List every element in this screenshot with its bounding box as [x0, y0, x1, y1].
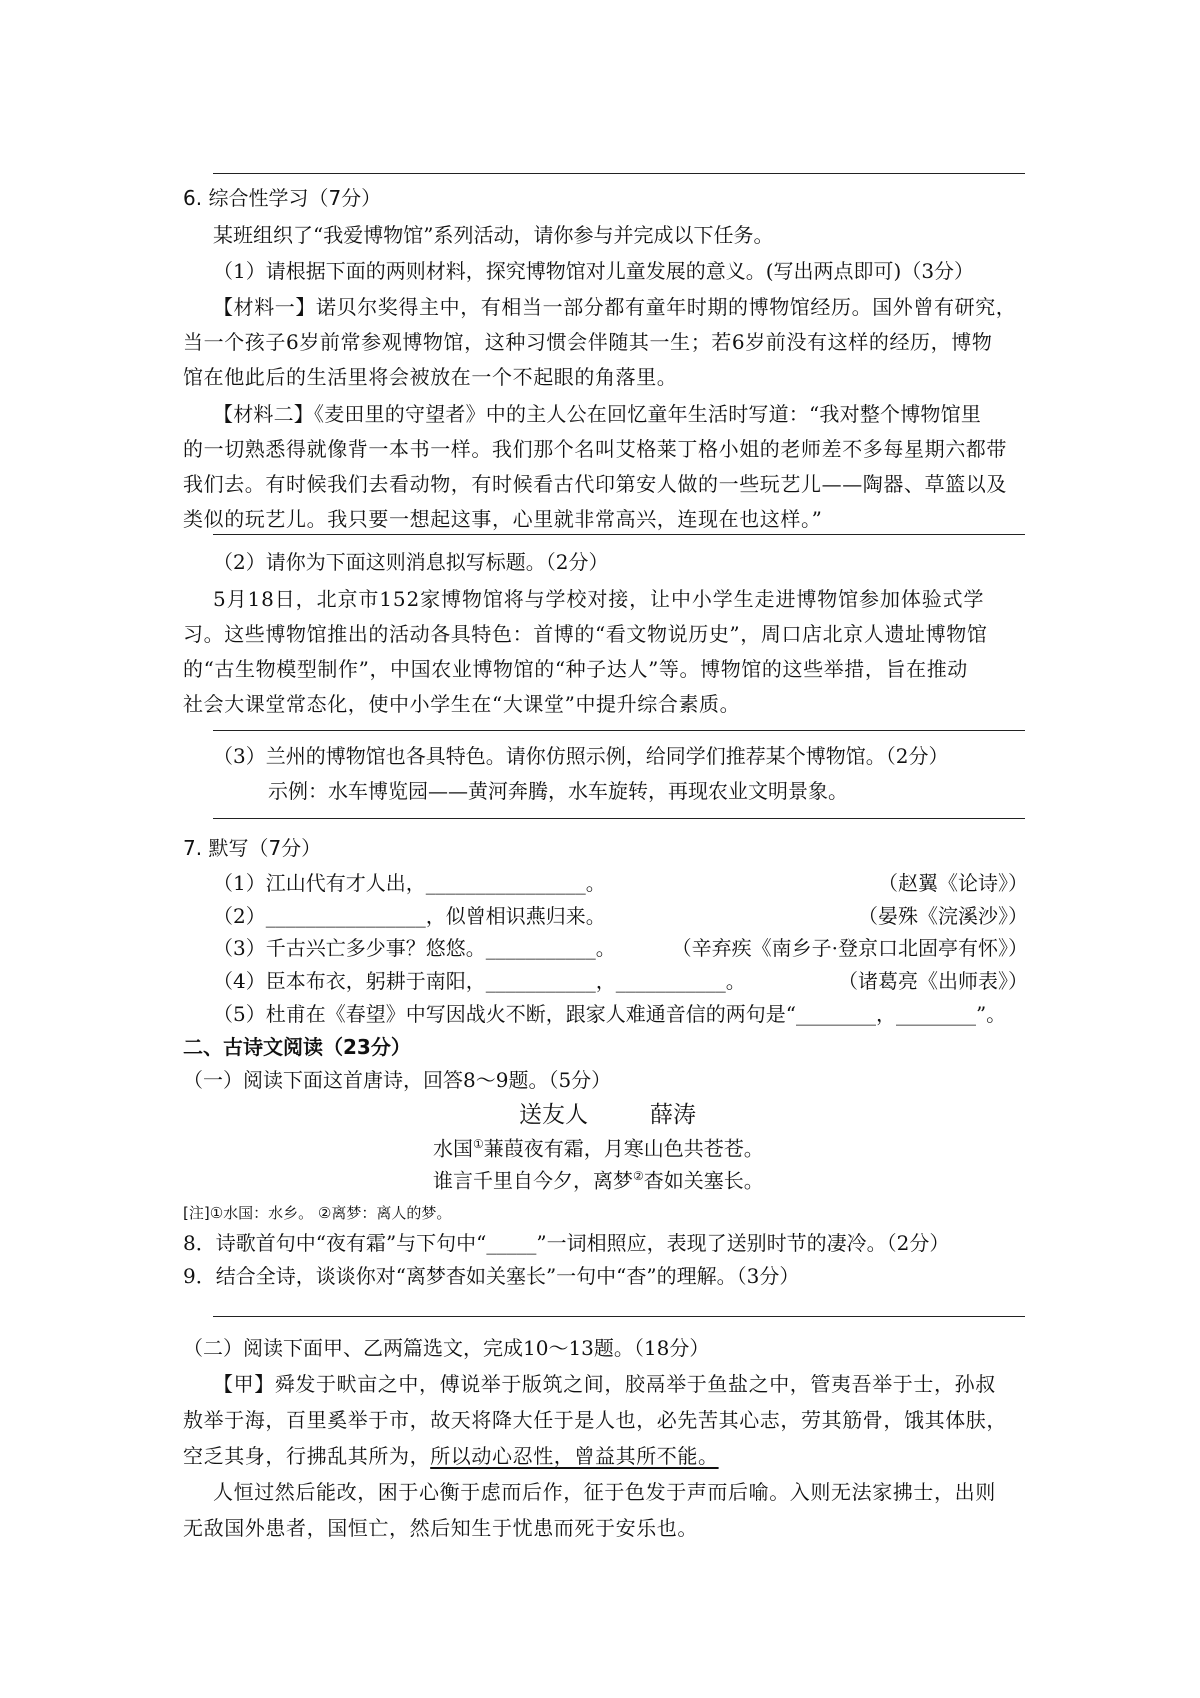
jia-line3-a: 空乏其身，行拂乱其所为，	[183, 1444, 431, 1468]
q6-title: 6. 综合性学习（7分）	[183, 186, 382, 210]
q7-item-text: （2）________________，似曾相识燕归来。	[213, 904, 606, 928]
q7-item-text: （5）杜甫在《春望》中写因战火不断，跟家人难通音信的两句是“________，________”。	[213, 1002, 1007, 1026]
q7-item-2	[213, 906, 1028, 930]
q7-item-1	[213, 873, 1028, 897]
poem-author: 薛涛	[650, 1102, 696, 1128]
q9-text: 9．结合全诗，谈谈你对“离梦杳如关塞长”一句中“杳”的理解。（3分）	[183, 1264, 800, 1288]
news-line3: 的“古生物模型制作”，中国农业博物馆的“种子达人”等。博物馆的这些举措，旨在推动	[183, 657, 968, 681]
q8-text: 8．诗歌首句中“夜有霜”与下句中“_____”一词相照应，表现了送别时节的凄冷。（2分）	[183, 1231, 950, 1255]
material2-line4: 类似的玩艺儿。我只要一想起这事，心里就非常高兴，连现在也这样。”	[183, 507, 823, 531]
q6-intro: 某班组织了“我爱博物馆”系列活动，请你参与并完成以下任务。	[213, 223, 774, 247]
footnote-marker-1: ①	[473, 1137, 484, 1151]
q7-item-source: （诸葛亮《出师表》）	[838, 969, 1028, 993]
material2-line2: 的一切熟悉得就像背一本书一样。我们那个名叫艾格莱丁格小姐的老师差不多每星期六都带	[183, 437, 1007, 461]
answer-line-task2[interactable]	[213, 730, 1025, 731]
poem-line1-a: 水国	[433, 1136, 473, 1161]
q7-item-4	[213, 971, 1028, 995]
poem-line2	[433, 1170, 764, 1191]
q7-title: 7. 默写（7分）	[183, 836, 322, 860]
answer-line-q9[interactable]	[213, 1316, 1025, 1317]
q7-item-text: （1）江山代有才人出，________________。	[213, 871, 606, 895]
jia-line3	[183, 1446, 719, 1466]
q7-item-source: （辛弃疾《南乡子·登京口北固亭有怀》）	[671, 936, 1028, 960]
q6-example: 示例：水车博览园——黄河奔腾，水车旋转，再现农业文明景象。	[268, 779, 848, 803]
poem-line2-a: 谁言千里自今夕，离梦	[433, 1168, 633, 1193]
q7-item-text: （3）千古兴亡多少事？悠悠。___________。	[213, 936, 616, 960]
q7-item-5	[213, 1004, 1028, 1028]
answer-line-task1[interactable]	[213, 534, 1025, 535]
material2-line1: 【材料二】《麦田里的守望者》中的主人公在回忆童年生活时写道：“我对整个博物馆里	[213, 402, 982, 426]
answer-line-top	[213, 173, 1025, 174]
q7-item-source: （赵翼《论诗》）	[878, 871, 1028, 895]
news-line4: 社会大课堂常态化，使中小学生在“大课堂”中提升综合素质。	[183, 692, 741, 716]
poem-title: 送友人	[519, 1102, 588, 1128]
news-line1: 5月18日，北京市152家博物馆将与学校对接，让中小学生走进博物馆参加体验式学	[213, 587, 985, 611]
q7-item-3	[213, 938, 1028, 962]
material1-line2: 当一个孩子6岁前常参观博物馆，这种习惯会伴随其一生；若6岁前没有这样的经历，博物	[183, 330, 993, 354]
section2-part1: （一）阅读下面这首唐诗，回答8～9题。（5分）	[183, 1068, 612, 1092]
q7-item-source: （晏殊《浣溪沙》）	[858, 904, 1028, 928]
q6-task2: （2）请你为下面这则消息拟写标题。（2分）	[213, 550, 609, 574]
news-line2: 习。这些博物馆推出的活动各具特色：首博的“看文物说历史”，周口店北京人遗址博物馆	[183, 622, 988, 646]
answer-line-task3[interactable]	[213, 818, 1025, 819]
material2-line3: 我们去。有时候我们去看动物，有时候看古代印第安人做的一些玩艺儿——陶器、草篮以及	[183, 472, 1007, 496]
jia-line5: 无敌国外患者，国恒亡，然后知生于忧患而死于安乐也。	[183, 1516, 698, 1540]
section2-title: 二、古诗文阅读（23分）	[183, 1035, 411, 1059]
jia-line3-underlined: 所以动心忍性，曾益其所不能。	[430, 1444, 719, 1468]
poem-line2-b: 杳如关塞长。	[643, 1168, 764, 1193]
poem-line1	[433, 1138, 764, 1159]
q7-item-text: （4）臣本布衣，躬耕于南阳，___________，___________。	[213, 969, 746, 993]
jia-line4: 人恒过然后能改，困于心衡于虑而后作，征于色发于声而后喻。入则无法家拂士，出则	[213, 1480, 996, 1504]
footnote-marker-2: ②	[633, 1169, 644, 1183]
poem-line1-b: 蒹葭夜有霜，月寒山色共苍苍。	[483, 1136, 764, 1161]
material1-line1: 【材料一】诺贝尔奖得主中，有相当一部分都有童年时期的博物馆经历。国外曾有研究，	[213, 295, 1017, 319]
jia-line1: 【甲】舜发于畎亩之中，傅说举于版筑之间，胶鬲举于鱼盐之中，管夷吾举于士，孙叔	[213, 1372, 996, 1396]
poem-notes: [注]①水国：水乡。 ②离梦：离人的梦。	[183, 1204, 452, 1222]
q6-task1: （1）请根据下面的两则材料，探究博物馆对儿童发展的意义。(写出两点即可)（3分）	[213, 259, 975, 283]
material1-line3: 馆在他此后的生活里将会被放在一个不起眼的角落里。	[183, 365, 678, 389]
section2-part2: （二）阅读下面甲、乙两篇选文，完成10～13题。（18分）	[183, 1336, 710, 1360]
q6-task3: （3）兰州的博物馆也各具特色。请你仿照示例，给同学们推荐某个博物馆。（2分）	[213, 744, 949, 768]
jia-line2: 敖举于海，百里奚举于市，故天将降大任于是人也，必先苦其心志，劳其筋骨，饿其体肤，	[183, 1408, 1007, 1432]
